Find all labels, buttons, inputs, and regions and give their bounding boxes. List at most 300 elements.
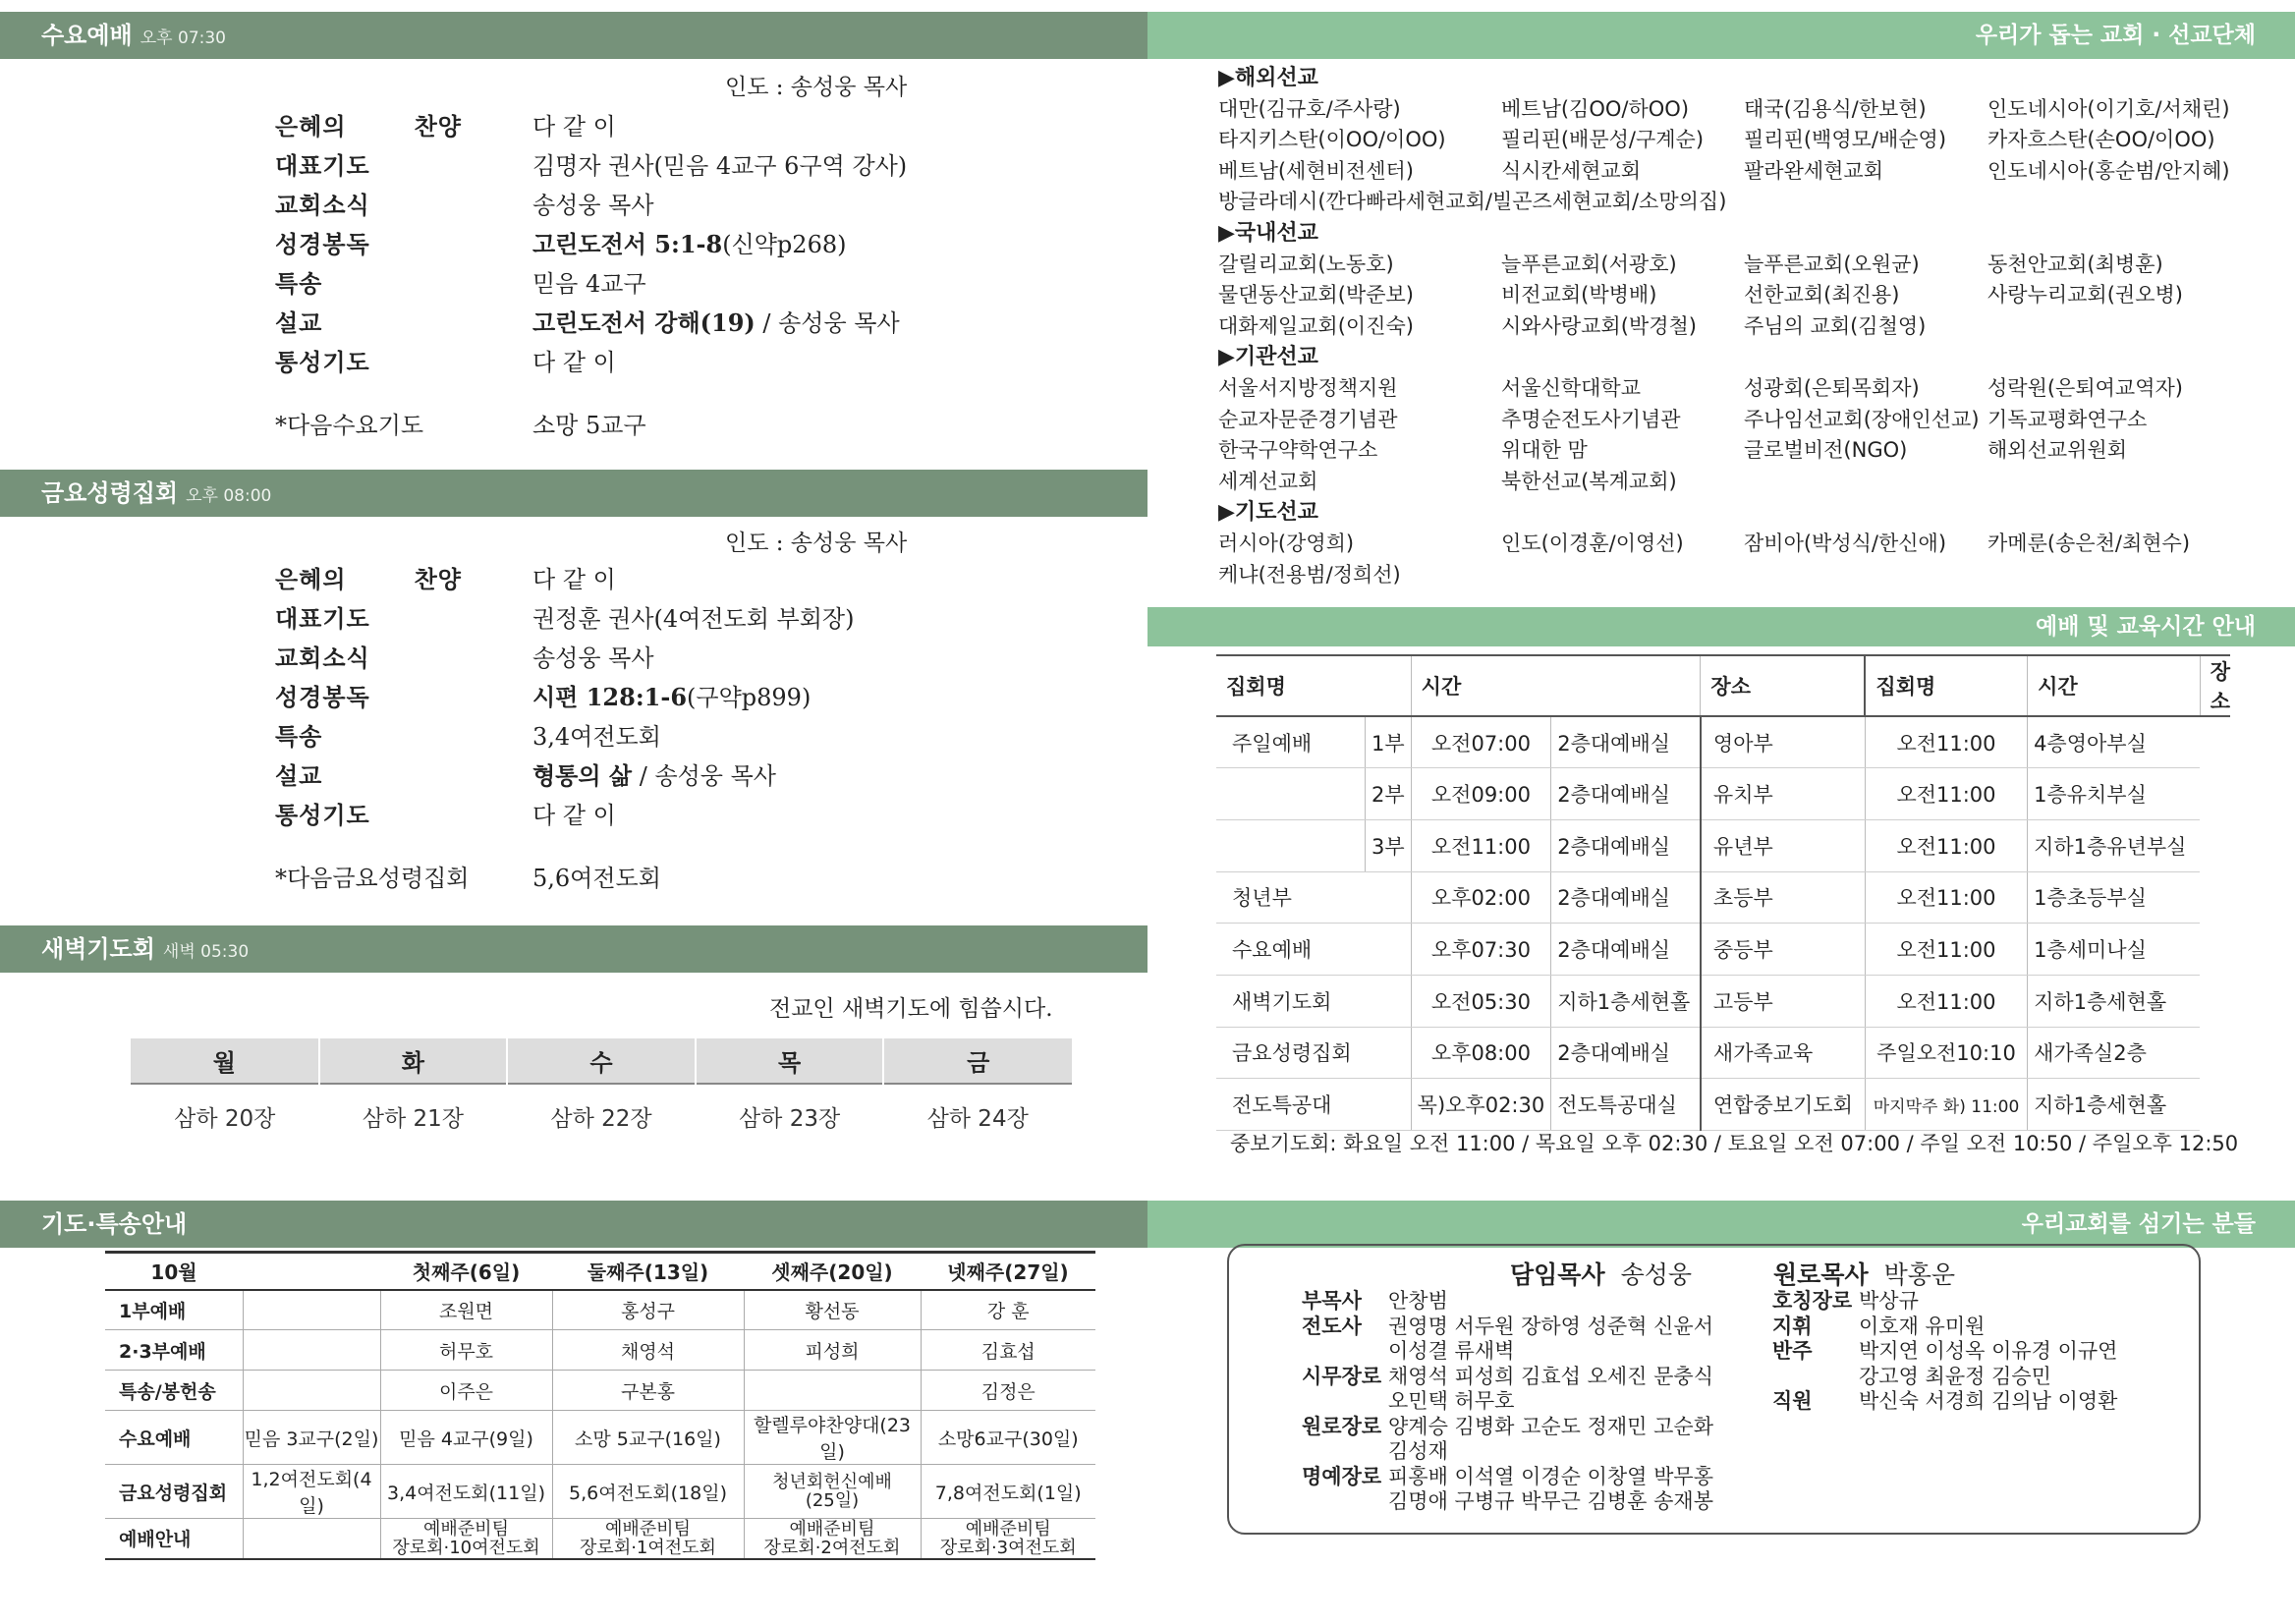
- order-label: 특송: [275, 269, 323, 298]
- prayer-row: [105, 1330, 1095, 1371]
- prayer-cell: 피성희: [744, 1330, 921, 1371]
- next-prayer-label: *다음금요성령집회: [275, 865, 470, 892]
- schedule-header-cell: [1865, 655, 2027, 716]
- order-row: [275, 225, 847, 264]
- schedule-meeting-name-2-text: 초등부: [1712, 886, 1773, 911]
- mission-item: 시와사랑교회(박경철): [1501, 313, 1697, 338]
- schedule-place-2: 1층세미나실: [2028, 924, 2201, 976]
- next-prayer-row: [275, 406, 646, 445]
- dawn-day: 수: [507, 1038, 696, 1084]
- fri-order-list: [275, 560, 855, 898]
- schedule-row: [1216, 871, 2230, 924]
- prayer-row: [105, 1519, 1095, 1559]
- schedule-meeting-name-2-text: 고등부: [1712, 989, 1773, 1014]
- schedule-row: [1216, 768, 2230, 820]
- mission-item: 카자흐스탄(손OO/이OO): [1987, 128, 2215, 152]
- prayer-header-bar: [0, 1201, 1148, 1248]
- order-label: 성경봉독: [275, 230, 370, 258]
- mission-row: [1218, 187, 1727, 218]
- order-value-text: 김명자 권사(믿음 4교구 6구역 강사): [532, 152, 908, 180]
- mission-item: 러시아(강영희): [1218, 531, 1355, 555]
- prayer-cell: 할렐루야찬양대(23일): [744, 1411, 921, 1465]
- prayer-row-label: 금요성령집회: [105, 1465, 243, 1519]
- schedule-time: 오후02:00: [1411, 871, 1551, 924]
- mission-item: 물댄동산교회(박준보): [1218, 283, 1414, 308]
- schedule-meeting-name-text: 전도특공대: [1232, 1093, 1332, 1118]
- mission-row: [1218, 311, 1927, 343]
- mission-item: 케냐(전용범/정희선): [1218, 562, 1401, 587]
- schedule-meeting-name: [1216, 924, 1411, 976]
- staff-line: [1302, 1365, 1713, 1390]
- schedule-time-2: 주일오전10:10: [1865, 1027, 2027, 1079]
- staff-header-bar: [1148, 1201, 2295, 1248]
- order-row: [275, 107, 616, 146]
- schedule-meeting-name-2-text: 유년부: [1712, 834, 1773, 859]
- staff-line: [1302, 1289, 1713, 1315]
- order-value-text: / 송성웅 목사: [755, 309, 900, 337]
- order-value-text: 믿음 4교구: [532, 270, 646, 298]
- schedule-meeting-name-2-text: 중등부: [1712, 938, 1773, 963]
- staff-names: 이성결 류새벽: [1388, 1339, 1515, 1363]
- schedule-place-2: 지하1층세현홀: [2028, 975, 2201, 1027]
- mission-item: 순교자문준경기념관: [1218, 407, 1398, 431]
- order-value-text: 송성웅 목사: [532, 192, 654, 219]
- prayer-cell-line: 예배준비팀: [965, 1518, 1051, 1540]
- schedule-part: 2부: [1366, 768, 1412, 820]
- prayer-cell-line: 장로회·1여전도회: [580, 1537, 716, 1558]
- order-label: 통성기도: [275, 801, 370, 829]
- staff-names: 김성재: [1388, 1439, 1448, 1463]
- prayer-cell-line: 장로회·10여전도회: [392, 1537, 540, 1558]
- prayer-cell: 이주은: [380, 1371, 552, 1411]
- next-prayer-value: 소망 5교구: [532, 412, 646, 439]
- schedule-place: 2층대예배실: [1551, 871, 1701, 924]
- schedule-place: 2층대예배실: [1551, 819, 1701, 871]
- schedule-meeting-name-2: [1701, 819, 1866, 871]
- mission-item: 해외선교위원회: [1987, 438, 2128, 463]
- missions-list: [1218, 63, 2230, 590]
- schedule-place-2: 1층초등부실: [2028, 871, 2201, 924]
- prayer-cell: 1,2여전도회(4일): [243, 1465, 380, 1519]
- staff-names: 오민택 허무호: [1388, 1389, 1515, 1413]
- schedule-meeting-name-2: [1701, 1027, 1866, 1079]
- mission-item: 베트남(세현비전센터): [1218, 158, 1414, 183]
- mission-row: [1218, 94, 2230, 126]
- order-value-text: 다 같 이: [532, 802, 616, 829]
- dawn-reading: 삼하 21장: [319, 1084, 508, 1148]
- staff-title: 우리교회를 섬기는 분들: [2021, 1211, 2256, 1237]
- schedule-header-cell: [1216, 655, 1411, 716]
- prayer-cell: 5,6여전도회(18일): [552, 1465, 744, 1519]
- prayer-row: [105, 1371, 1095, 1411]
- staff-line: [1772, 1339, 2117, 1365]
- schedule-meeting-name-2: [1701, 924, 1866, 976]
- dawn-note: 전교인 새벽기도에 힘씁시다.: [769, 996, 1053, 1022]
- order-value: [532, 639, 654, 678]
- schedule-time: 오후08:00: [1411, 1027, 1551, 1079]
- staff-role-label: 지휘: [1772, 1314, 1813, 1338]
- prayer-cell: [744, 1519, 921, 1559]
- wed-header-bar: [0, 12, 1148, 59]
- order-value-text: 권정훈 권사(4여전도회 부회장): [532, 605, 855, 633]
- staff-line: [1772, 1365, 2117, 1390]
- schedule-time: 오전09:00: [1411, 768, 1551, 820]
- dawn-reading: 삼하 22장: [507, 1084, 696, 1148]
- prayer-cell: [380, 1519, 552, 1559]
- mission-row: [1218, 467, 1677, 498]
- staff-line: [1302, 1389, 1713, 1415]
- schedule-meeting-name: [1216, 1079, 1411, 1131]
- mission-row: [1218, 280, 2183, 311]
- prayer-cell: [243, 1290, 380, 1330]
- order-row: [275, 186, 654, 225]
- prayer-cell: [552, 1519, 744, 1559]
- order-value: [532, 343, 616, 382]
- staff-role-label: 직원: [1772, 1389, 1813, 1413]
- order-value: [532, 264, 646, 304]
- staff-names: 박지연 이성옥 이유경 이규연: [1859, 1339, 2118, 1363]
- staff-line: [1302, 1339, 1713, 1365]
- mission-row: [1218, 250, 2163, 281]
- order-label: 통성기도: [275, 348, 370, 376]
- prayer-row-label: 1부예배: [105, 1290, 243, 1330]
- staff-names: 김명애 구병규 박무근 김병훈 송재봉: [1388, 1489, 1713, 1513]
- schedule-place-2: 4층영아부실: [2028, 716, 2201, 768]
- prayer-cell: 조원면: [380, 1290, 552, 1330]
- staff-names: 박상규: [1859, 1289, 1919, 1313]
- schedule-row: [1216, 1079, 2230, 1131]
- dawn-reading: 삼하 23장: [696, 1084, 884, 1148]
- mission-item: 세계선교회: [1218, 469, 1318, 493]
- prayer-cell: 믿음 4교구(9일): [380, 1411, 552, 1465]
- order-row: [275, 343, 616, 382]
- mission-item: 늘푸른교회(서광호): [1501, 252, 1677, 276]
- staff-left-group: [1302, 1289, 1713, 1515]
- order-row: [275, 678, 812, 717]
- order-value: [532, 107, 616, 146]
- schedule-meeting-name-2: [1701, 871, 1866, 924]
- schedule-meeting-name-text: 주일예배: [1232, 731, 1313, 756]
- schedule-meeting-name: [1216, 768, 1366, 820]
- prayer-header-cell: 10월: [105, 1253, 243, 1290]
- wed-leader: 인도 : 송성웅 목사: [725, 75, 908, 100]
- mission-item: 잠비아(박성식/한신애): [1744, 531, 1947, 555]
- fri-title: 금요성령집회: [41, 479, 179, 507]
- mission-item: 주님의 교회(김철영): [1744, 313, 1927, 338]
- staff-names: 피홍배 이석열 이경순 이창열 박무홍: [1388, 1464, 1713, 1488]
- schedule-place: 2층대예배실: [1551, 768, 1701, 820]
- mission-row: [1218, 405, 2148, 436]
- dawn-header-bar: [0, 925, 1148, 973]
- prayer-row-label: 2·3부예배: [105, 1330, 243, 1371]
- schedule-time-2: 오전11:00: [1865, 924, 2027, 976]
- prayer-cell: 김효섭: [921, 1330, 1095, 1371]
- order-label: 설교: [275, 308, 323, 337]
- mission-item: 서울신학대학교: [1501, 375, 1642, 400]
- next-prayer-row: [275, 859, 661, 898]
- prayer-title: 기도·특송안내: [41, 1210, 188, 1238]
- prayer-cell: [921, 1519, 1095, 1559]
- dawn-day: 금: [883, 1038, 1072, 1084]
- schedule-meeting-name-2: [1701, 1079, 1866, 1131]
- staff-role-label: 명예장로: [1302, 1464, 1382, 1488]
- schedule-meeting-name: [1216, 716, 1366, 768]
- schedule-meeting-name-text: 금요성령집회: [1232, 1041, 1352, 1066]
- prayer-row-label: 수요예배: [105, 1411, 243, 1465]
- staff-line: [1302, 1415, 1713, 1440]
- schedule-row: [1216, 975, 2230, 1027]
- order-row: [275, 304, 900, 343]
- mission-section-title: ▶국내선교: [1218, 220, 1318, 246]
- staff-names: 채영석 피성희 김효섭 오세진 문충식: [1388, 1364, 1713, 1388]
- order-value-text: / 송성웅 목사: [632, 762, 776, 790]
- mission-item: 사랑누리교회(권오병): [1987, 283, 2183, 308]
- schedule-meeting-name-2-text: 영아부: [1712, 731, 1773, 756]
- staff-role-label: 전도사: [1302, 1314, 1362, 1338]
- emeritus-pastor-label: 원로목사: [1773, 1260, 1869, 1289]
- order-value-text: 3,4여전도회: [532, 723, 661, 751]
- mission-item: 위대한 맘: [1501, 438, 1588, 463]
- staff-line: [1302, 1465, 1713, 1490]
- prayer-row-label: 특송/봉헌송: [105, 1371, 243, 1411]
- order-label: 교회소식: [275, 191, 370, 219]
- order-value: [532, 599, 854, 639]
- order-label: 대표기도: [275, 604, 370, 633]
- staff-names: 강고영 최윤정 김승민: [1859, 1364, 2051, 1388]
- schedule-time-2: 오전11:00: [1865, 819, 2027, 871]
- order-value-text: (신약p268): [722, 231, 847, 258]
- order-row: [275, 560, 616, 599]
- order-value: [532, 717, 661, 756]
- order-label: 대표기도: [275, 151, 370, 180]
- intercession-notice: 중보기도회: 화요일 오전 11:00 / 목요일 오후 02:30 / 토요일 오전 07:00 / 주일 오전 10:50 / 주일오후 12:50: [1230, 1132, 2239, 1155]
- schedule-row: [1216, 819, 2230, 871]
- schedule-time-2: 오전11:00: [1865, 768, 2027, 820]
- schedule-part: 3부: [1366, 819, 1412, 871]
- schedule-header-cell: [1701, 655, 1866, 716]
- mission-item: 필리핀(배문성/구계순): [1501, 128, 1705, 152]
- schedule-meeting-name: [1216, 819, 1366, 871]
- prayer-row-label: 예배안내: [105, 1519, 243, 1559]
- mission-item: 성광회(은퇴목회자): [1744, 375, 1920, 400]
- staff-line: [1772, 1289, 2117, 1315]
- schedule-header-cell: [2200, 655, 2230, 716]
- schedule-meeting-name-text: 청년부: [1232, 886, 1292, 911]
- prayer-header-cell: 셋째주(20일): [744, 1253, 921, 1290]
- senior-pastor: [1510, 1256, 1692, 1291]
- mission-section-title: ▶기관선교: [1218, 345, 1318, 370]
- dawn-title: 새벽기도회: [41, 935, 155, 963]
- dawn-reading-table: [131, 1038, 1072, 1148]
- prayer-header-cell: 둘째주(13일): [552, 1253, 744, 1290]
- staff-names: 안창범: [1388, 1289, 1448, 1313]
- schedule-header-cell: [1411, 655, 1701, 716]
- prayer-cell: 황선동: [744, 1290, 921, 1330]
- missions-title: 우리가 돕는 교회 · 선교단체: [1975, 23, 2256, 48]
- next-prayer-label: *다음수요기도: [275, 412, 424, 439]
- schedule-time: 오전11:00: [1411, 819, 1551, 871]
- staff-line: [1772, 1389, 2117, 1415]
- prayer-cell-line: 예배준비팀: [423, 1518, 509, 1540]
- schedule-time: 목)오후02:30: [1411, 1079, 1551, 1131]
- mission-item: 타지키스탄(이OO/이OO): [1218, 128, 1446, 152]
- fri-leader: 인도 : 송성웅 목사: [725, 531, 908, 556]
- mission-row: [1218, 435, 2128, 467]
- staff-role-label: 부목사: [1302, 1289, 1362, 1313]
- mission-item: 카메룬(송은천/최현수): [1987, 531, 2191, 555]
- mission-item: 북한선교(복계교회): [1501, 469, 1677, 493]
- mission-item: 갈릴리교회(노동호): [1218, 252, 1394, 276]
- staff-role-label: 호칭장로: [1772, 1289, 1853, 1313]
- schedule-header-text: 시간: [1421, 675, 1462, 699]
- prayer-header-cell: [243, 1253, 380, 1290]
- mission-item: 대만(김규호/주사랑): [1218, 96, 1401, 121]
- mission-item: 필리핀(백영모/배순영): [1744, 128, 1947, 152]
- staff-role-label: 원로장로: [1302, 1414, 1382, 1438]
- mission-item: 기독교평화연구소: [1987, 407, 2148, 431]
- dawn-reading: 삼하 24장: [883, 1084, 1072, 1148]
- order-value: [532, 146, 907, 186]
- mission-item: 선한교회(최진용): [1744, 283, 1900, 308]
- prayer-cell: 홍성구: [552, 1290, 744, 1330]
- mission-item: 인도네시아(홍순범/안지혜): [1987, 158, 2230, 183]
- prayer-header-cell: 넷째주(27일): [921, 1253, 1095, 1290]
- prayer-schedule-table: [105, 1251, 1095, 1560]
- wed-time: 오후 07:30: [140, 28, 226, 48]
- prayer-cell: 허무호: [380, 1330, 552, 1371]
- staff-names: 이호재 유미원: [1859, 1314, 1986, 1338]
- prayer-cell-line: 청년회헌신예배: [772, 1472, 892, 1492]
- staff-line: [1772, 1315, 2117, 1340]
- order-value-text: 다 같 이: [532, 349, 616, 376]
- prayer-cell: 믿음 3교구(2일): [243, 1411, 380, 1465]
- senior-pastor-label: 담임목사: [1510, 1260, 1605, 1289]
- staff-role-label: 반주: [1772, 1339, 1813, 1363]
- mission-item: 인도(이경훈/이영선): [1501, 531, 1684, 555]
- schedule-time-2: 오전11:00: [1865, 975, 2027, 1027]
- schedule-place-2: 새가족실2층: [2028, 1027, 2201, 1079]
- prayer-cell: 채영석: [552, 1330, 744, 1371]
- schedule-meeting-name-2: [1701, 716, 1866, 768]
- staff-box: [1227, 1244, 2201, 1535]
- prayer-cell: 김정은: [921, 1371, 1095, 1411]
- order-label: 교회소식: [275, 644, 370, 672]
- schedule-header-text: 집회명: [1875, 675, 1936, 699]
- mission-item: 한국구약학연구소: [1218, 438, 1378, 463]
- schedule-meeting-name-2-text: 유치부: [1712, 783, 1773, 808]
- schedule-place: 지하1층세현홀: [1551, 975, 1701, 1027]
- dawn-day: 월: [131, 1038, 319, 1084]
- staff-line: [1302, 1439, 1713, 1465]
- order-row: [275, 796, 616, 835]
- schedule-meeting-name: [1216, 975, 1411, 1027]
- schedule-row: [1216, 924, 2230, 976]
- order-value-text: 송성웅 목사: [532, 644, 654, 672]
- staff-role-label: 시무장로: [1302, 1364, 1382, 1388]
- order-label: 은혜의 찬양: [275, 565, 462, 593]
- schedule-meeting-name-2: [1701, 975, 1866, 1027]
- prayer-header-cell: 첫째주(6일): [380, 1253, 552, 1290]
- schedule-meeting-name: [1216, 1027, 1411, 1079]
- prayer-cell-line: 장로회·2여전도회: [763, 1537, 901, 1558]
- wed-title: 수요예배: [41, 22, 133, 49]
- order-row: [275, 146, 908, 186]
- order-value-text: 다 같 이: [532, 113, 616, 140]
- staff-right-group: [1772, 1289, 2117, 1415]
- order-label: 성경봉독: [275, 683, 370, 711]
- mission-row: [1218, 560, 1401, 591]
- schedule-time: 오전07:00: [1411, 716, 1551, 768]
- schedule-header-text: 장소: [1710, 675, 1751, 699]
- prayer-cell: 강 훈: [921, 1290, 1095, 1330]
- order-value: [532, 796, 616, 835]
- order-value-bold: 고린도전서 강해(19): [532, 308, 756, 337]
- order-value-text: (구약p899): [687, 684, 812, 711]
- prayer-cell-line: (25일): [805, 1490, 860, 1511]
- schedule-place: 전도특공대실: [1551, 1079, 1701, 1131]
- prayer-row: [105, 1290, 1095, 1330]
- schedule-time: 오전05:30: [1411, 975, 1551, 1027]
- prayer-cell: 3,4여전도회(11일): [380, 1465, 552, 1519]
- mission-item: 팔라완세현교회: [1744, 158, 1884, 183]
- order-value: [532, 756, 776, 796]
- prayer-cell: 소망6교구(30일): [921, 1411, 1095, 1465]
- dawn-time: 새벽 05:30: [162, 942, 250, 962]
- prayer-cell: [744, 1465, 921, 1519]
- prayer-cell-line: 장로회·3여전도회: [939, 1537, 1077, 1558]
- schedule-place: 2층대예배실: [1551, 716, 1701, 768]
- emeritus-pastor: [1773, 1256, 1955, 1291]
- schedule-header-bar: [1148, 607, 2295, 646]
- mission-item: 동천안교회(최병훈): [1987, 252, 2163, 276]
- schedule-time-2: 오전11:00: [1865, 716, 2027, 768]
- mission-row: [1218, 156, 2230, 188]
- schedule-meeting-name-2-text: 연합중보기도회: [1712, 1093, 1853, 1118]
- order-value-bold: 고린도전서 5:1-8: [532, 230, 723, 258]
- schedule-place-2: 지하1층세현홀: [2028, 1079, 2201, 1131]
- order-row: [275, 756, 776, 796]
- mission-row: [1218, 529, 2191, 560]
- order-value: [532, 304, 900, 343]
- schedule-place-2: 지하1층유년부실: [2028, 819, 2201, 871]
- prayer-cell: 구본홍: [552, 1371, 744, 1411]
- order-value-bold: 시편 128:1-6: [532, 683, 688, 711]
- order-row: [275, 717, 661, 756]
- missions-header-bar: [1148, 12, 2295, 59]
- schedule-place-2: 1층유치부실: [2028, 768, 2201, 820]
- mission-item: 식시칸세현교회: [1501, 158, 1642, 183]
- order-label: 설교: [275, 761, 323, 790]
- mission-item: 글로벌비전(NGO): [1744, 438, 1908, 463]
- prayer-row: [105, 1465, 1095, 1519]
- fri-time: 오후 08:00: [186, 486, 272, 506]
- schedule-row: [1216, 716, 2230, 768]
- order-value-bold: 형통의 삶: [532, 761, 633, 790]
- schedule-header-cell: [2028, 655, 2201, 716]
- mission-section-title: ▶기도선교: [1218, 500, 1318, 526]
- dawn-day: 화: [319, 1038, 508, 1084]
- next-prayer-value: 5,6여전도회: [532, 865, 661, 892]
- schedule-header-text: 시간: [2038, 675, 2078, 699]
- mission-row: [1218, 373, 2183, 405]
- prayer-cell: [243, 1330, 380, 1371]
- staff-names: 권영명 서두원 장하영 성준혁 신윤서: [1388, 1314, 1713, 1338]
- staff-line: [1302, 1315, 1713, 1340]
- dawn-day: 목: [696, 1038, 884, 1084]
- schedule-row: [1216, 1027, 2230, 1079]
- order-value: [532, 678, 811, 717]
- schedule-meeting-name-2: [1701, 768, 1866, 820]
